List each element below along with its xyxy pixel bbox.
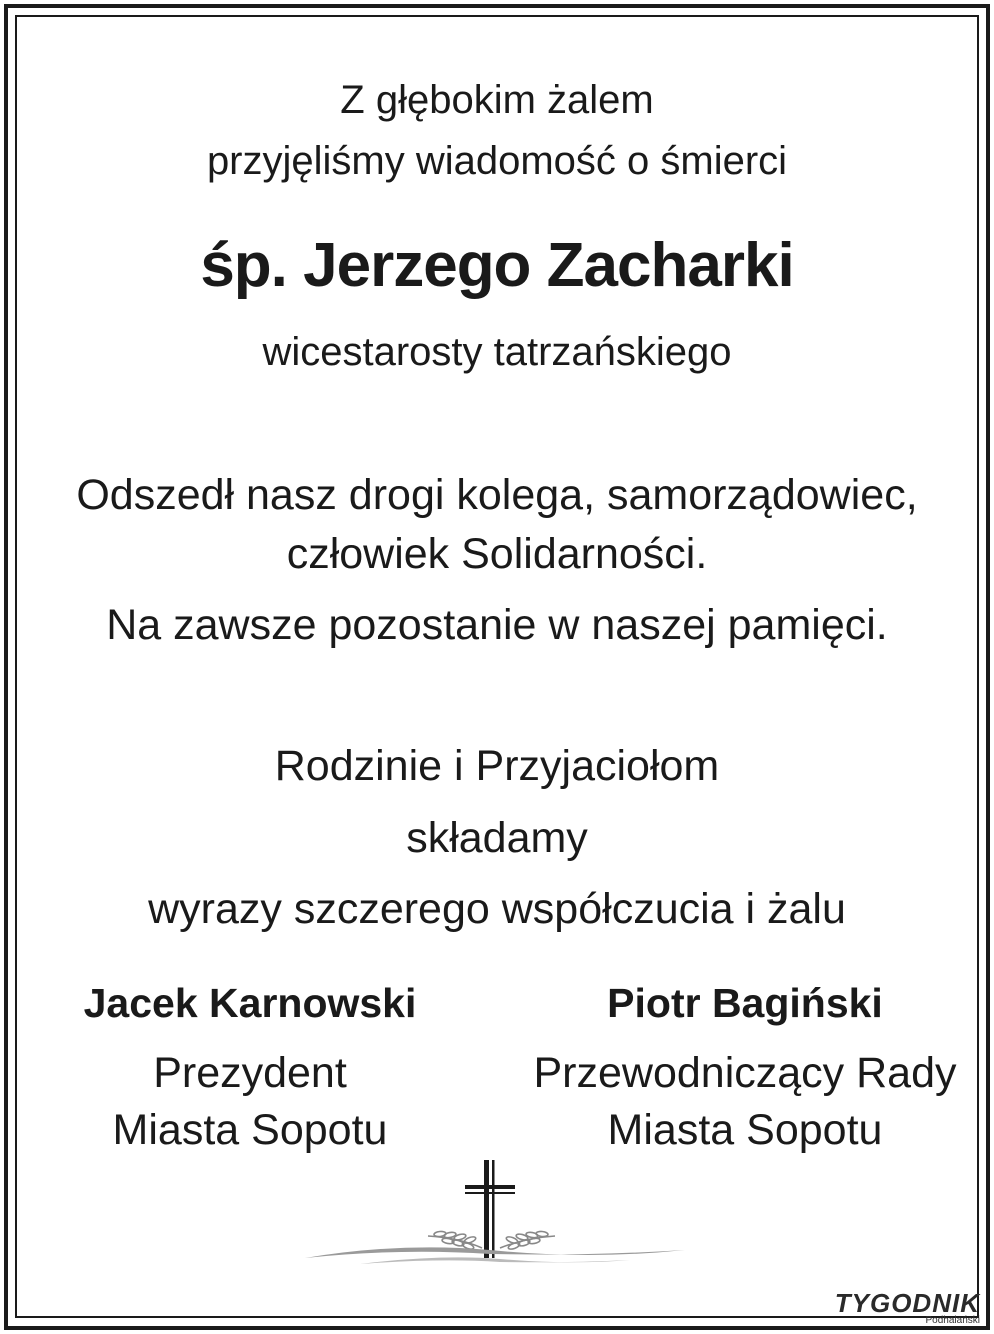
condolence-line-1: Rodzinie i Przyjaciołom <box>274 742 720 790</box>
tribute-line-3: Na zawsze pozostanie w naszej pamięci. <box>106 601 888 649</box>
publisher-logo <box>835 1290 980 1326</box>
signatory-title-line-1: Przewodniczący Rady <box>533 1049 957 1097</box>
deceased-name: śp. Jerzego Zacharki <box>200 231 794 300</box>
signatory-title-line-2: Miasta Sopotu <box>607 1106 883 1154</box>
tribute-line-2: człowiek Solidarności. <box>286 530 708 578</box>
signatory-title-line-2: Miasta Sopotu <box>112 1106 388 1154</box>
signatory-right <box>515 980 975 1154</box>
cross-with-wheat-and-waves-icon <box>300 1150 690 1270</box>
signatory-name: Jacek Karnowski <box>83 980 417 1026</box>
condolence-line-2: składamy <box>406 814 588 862</box>
deceased-role: wicestarosty tatrzańskiego <box>262 330 732 374</box>
signatory-title-line-1: Prezydent <box>153 1049 347 1097</box>
intro-line-2: przyjęliśmy wiadomość o śmierci <box>206 139 788 183</box>
publisher-wordmark: TYGODNIK <box>834 1288 980 1318</box>
signatory-left <box>45 980 455 1154</box>
publisher-subtitle: Podhalański <box>925 1315 980 1326</box>
intro-line-1: Z głębokim żalem <box>340 78 654 122</box>
tribute-line-1: Odszedł nasz drogi kolega, samorządowiec, <box>76 471 918 519</box>
signatory-name: Piotr Bagiński <box>607 980 883 1026</box>
condolence-line-3: wyrazy szczerego współczucia i żalu <box>148 885 846 933</box>
